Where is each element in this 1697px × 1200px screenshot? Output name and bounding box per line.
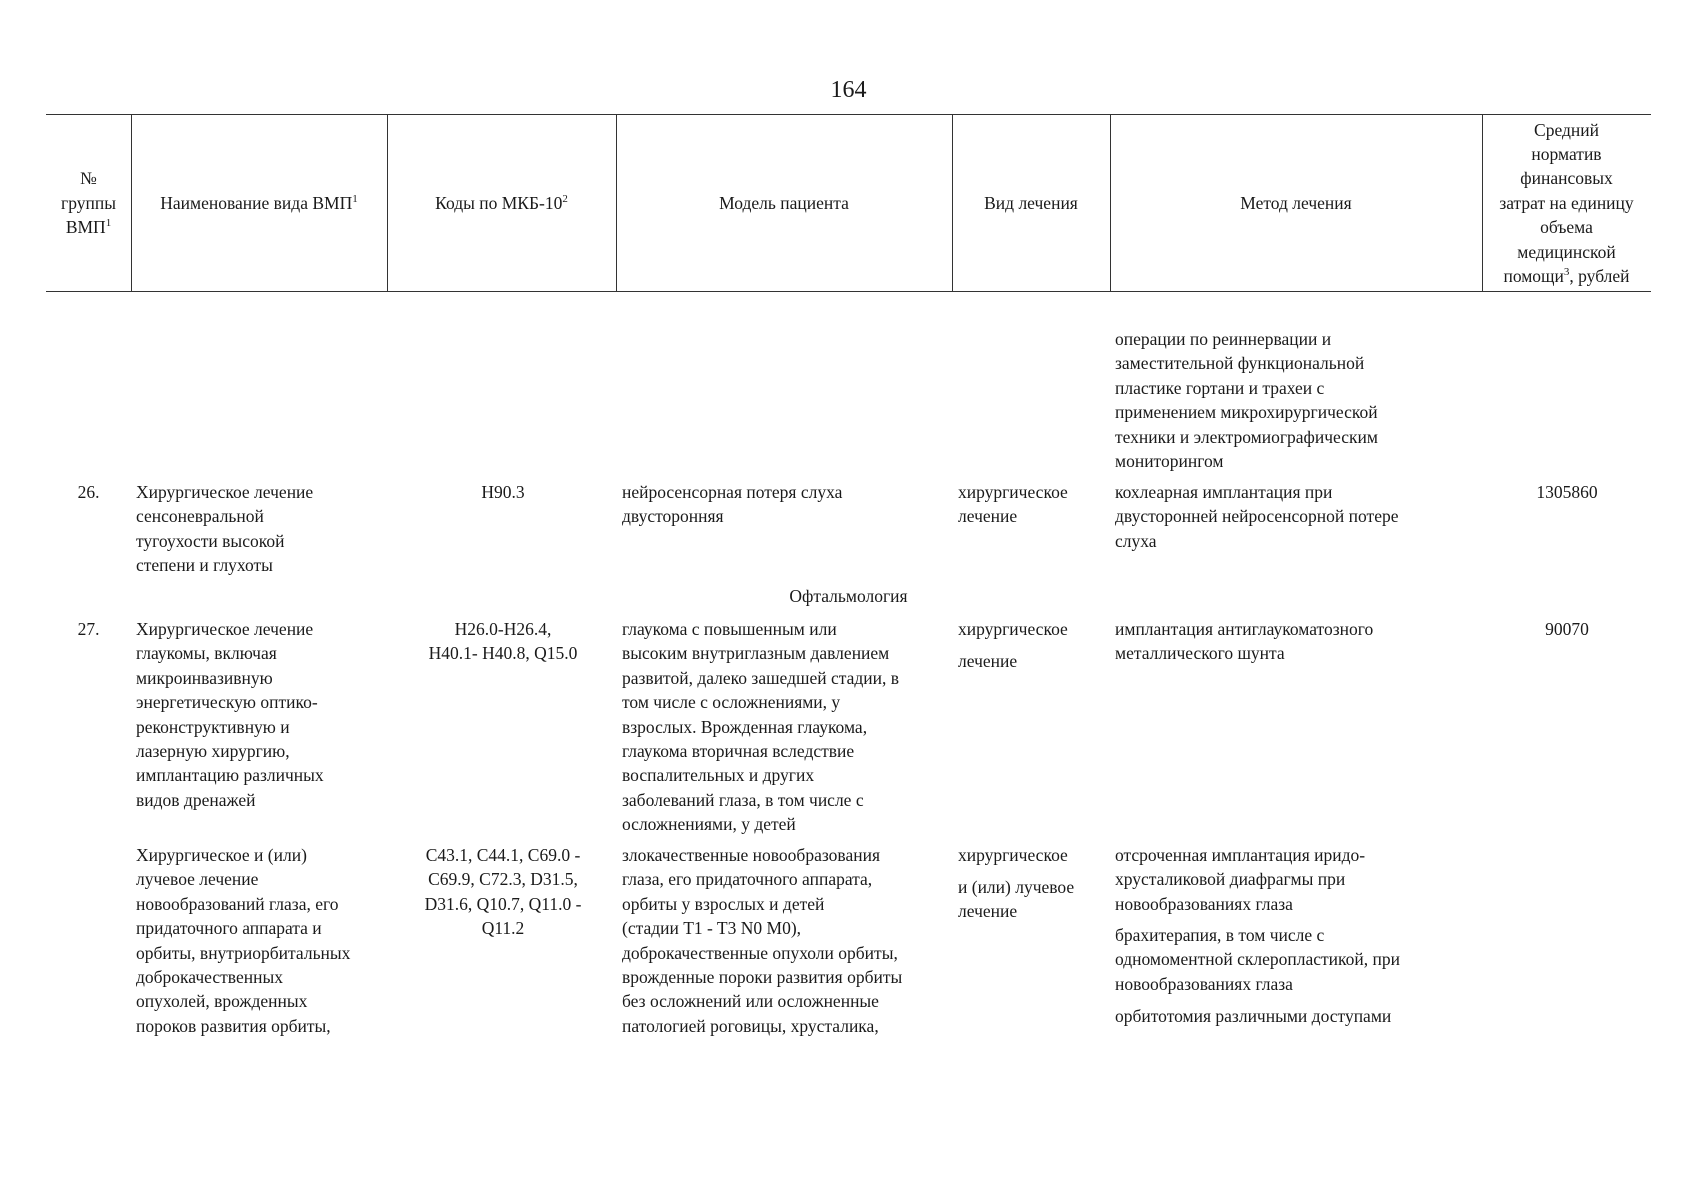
row27-treatment-type-2: лечение <box>958 651 1018 671</box>
row27-name: Хирургическое лечение глаукомы, включая микроинвазивную энергетическую оптико- реконструктивную и лазерную хирургию, имплантацию различных видов дренажей <box>136 619 324 810</box>
row27-cost: 90070 <box>1545 619 1589 639</box>
header-average-cost: Средний норматив финансовых затрат на единицу объема медицинской помощи$^3$, рублей <box>1499 119 1634 287</box>
row27b-treatment-type-1: хирургическое <box>958 845 1068 865</box>
page-number: 164 <box>830 77 867 103</box>
row26-cost: 1305860 <box>1536 482 1598 502</box>
continuation-method: операции по реиннервации и заместительной функциональной пластике гортани и трахеи с применением микрохирургической техники и электромиографическим мониторингом <box>1115 329 1378 472</box>
row26-method: кохлеарная имплантация при двусторонней нейросенсорной потере слуха <box>1115 482 1399 551</box>
header-vmp-name: Наименование вида ВМП$^1$ <box>160 192 358 213</box>
header-group-number: № группы ВМП$^1$ <box>61 168 116 238</box>
header-patient-model: Модель пациента <box>719 192 849 213</box>
header-treatment-method: Метод лечения <box>1240 192 1352 213</box>
row27b-codes: C43.1, C44.1, C69.0 - C69.9, C72.3, D31.5, D31.6, Q10.7, Q11.0 - Q11.2 <box>424 845 582 939</box>
row27b-treatment-type-2: и (или) лучевое лечение <box>958 877 1075 922</box>
row26-patient-model: нейросенсорная потеря слуха двусторонняя <box>622 482 843 527</box>
row27b-method-3: орбитотомия различными доступами <box>1115 1006 1392 1026</box>
table-header <box>46 114 1651 292</box>
row27b-name: Хирургическое и (или) лучевое лечение новообразований глаза, его придаточного аппарата и орбиты, внутриорбитальных доброкачественных опухолей, врожденных пороков развития орбиты, <box>136 845 351 1036</box>
row27b-patient-model: злокачественные новообразования глаза, его придаточного аппарата, орбиты у взрослых и детей (стадии T1 - T3 N0 M0), доброкачественные опухоли орбиты, врожденные пороки развития орбиты без осложнений или осложненные патологией роговицы, хрусталика, <box>622 845 903 1036</box>
row27b-method-1: отсроченная имплантация иридо- хрусталиковой диафрагмы при новообразованиях глаза <box>1115 845 1366 914</box>
header-treatment-type: Вид лечения <box>984 192 1078 213</box>
row26-number: 26. <box>77 482 100 502</box>
row26-name: Хирургическое лечение сенсоневральной тугоухости высокой степени и глухоты <box>136 482 314 576</box>
row27-patient-model: глаукома с повышенным или высоким внутриглазным давлением развитой, далеко зашедшей стадии, в том числе с осложнениями, у взрослых. Врожденная глаукома, глаукома вторичная вследствие воспалительных и других заболеваний глаза, в том числе с осложнениями, у детей <box>622 619 900 835</box>
row26-codes: H90.3 <box>481 482 525 502</box>
row27-number: 27. <box>77 619 100 639</box>
header-icd-codes: Коды по МКБ-$10^2$ <box>435 192 568 213</box>
row27-treatment-type-1: хирургическое <box>958 619 1068 639</box>
row27-method: имплантация антиглаукоматозного металлического шунта <box>1115 619 1374 664</box>
section-title: Офтальмология <box>789 586 908 606</box>
row27-codes: H26.0-H26.4, H40.1- H40.8, Q15.0 <box>428 619 578 664</box>
row27b-method-2: брахитерапия, в том числе с одномоментной склеропластикой, при новообразованиях глаза <box>1115 925 1401 994</box>
row26-treatment-type: хирургическое лечение <box>958 482 1068 527</box>
